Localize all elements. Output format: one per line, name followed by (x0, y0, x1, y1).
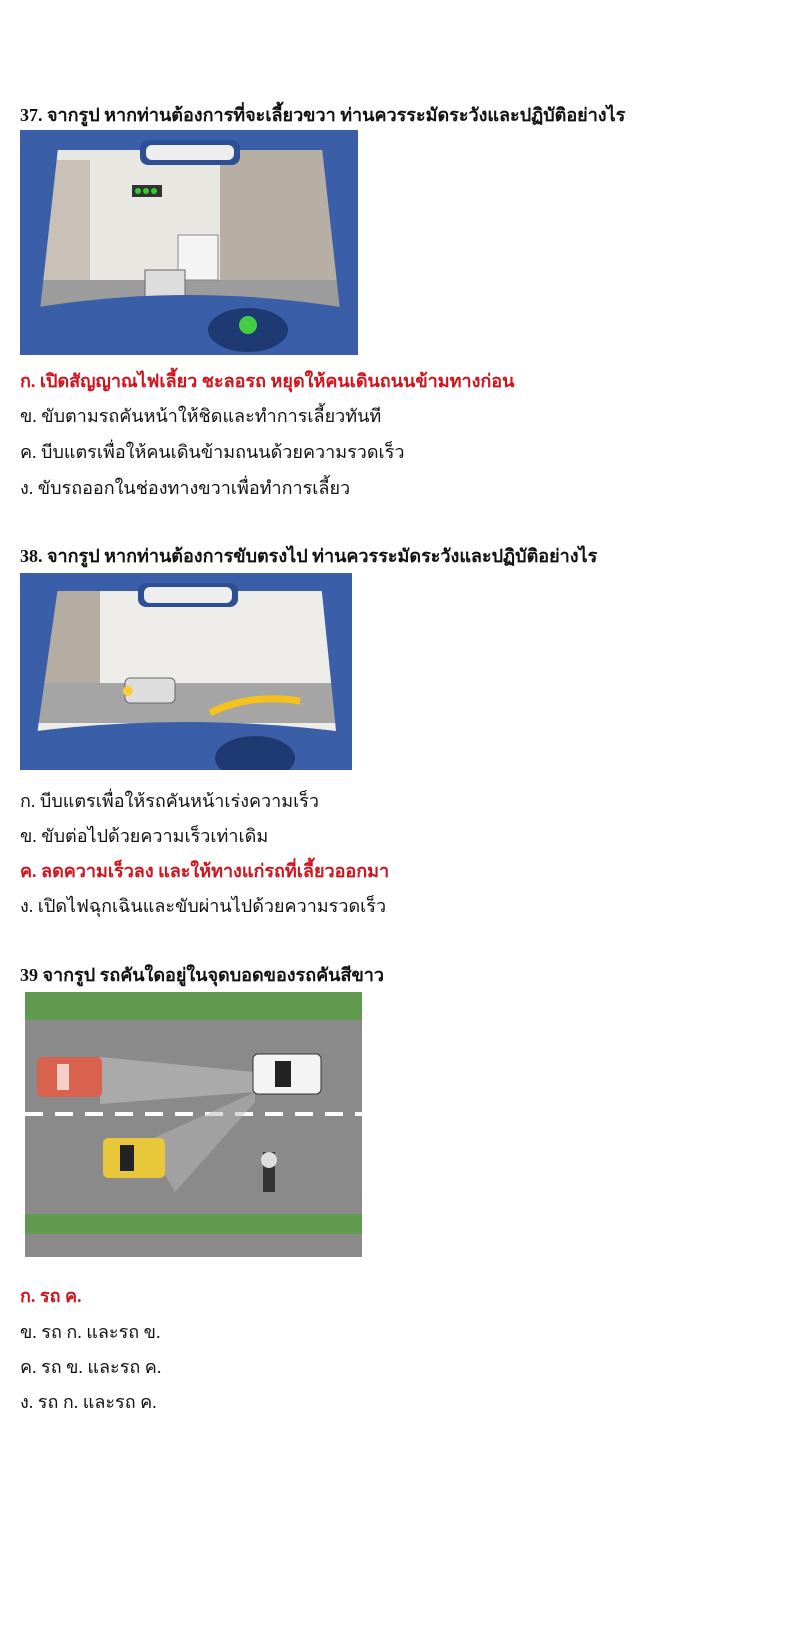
question-38-title: 38. จากรูป หากท่านต้องการขับตรงไป ท่านควรระมัดระวังและปฏิบัติอย่างไร (20, 546, 598, 566)
q39-option-c: ค. รถ ข. และรถ ค. (20, 1357, 162, 1377)
q38-option-b: ข. ขับต่อไปด้วยความเร็วเท่าเดิม (20, 826, 269, 846)
q37-option-d: ง. ขับรถออกในช่องทางขวาเพื่อทำการเลี้ยว (20, 478, 351, 498)
q38-option-d: ง. เปิดไฟฉุกเฉินและขับผ่านไปด้วยความรวดเร็ว (20, 896, 387, 916)
question-37-title: 37. จากรูป หากท่านต้องการที่จะเลี้ยวขวา ท่านควรระมัดระวังและปฏิบัติอย่างไร (20, 105, 626, 125)
question-37-image (20, 130, 358, 355)
q37-option-c: ค. บีบแตรเพื่อให้คนเดินข้ามถนนด้วยความรวดเร็ว (20, 442, 405, 462)
q39-option-d: ง. รถ ก. และรถ ค. (20, 1392, 157, 1412)
q39-option-a: ก. รถ ค. (20, 1286, 82, 1306)
q38-option-a: ก. บีบแตรเพื่อให้รถคันหน้าเร่งความเร็ว (20, 791, 320, 811)
question-39-image (25, 992, 362, 1257)
question-39-title: 39 จากรูป รถคันใดอยู่ในจุดบอดของรถคันสีขาว (20, 965, 384, 985)
question-38-image (20, 573, 352, 770)
q37-option-b: ข. ขับตามรถคันหน้าให้ชิดและทำการเลี้ยวทันที (20, 406, 382, 426)
q37-option-a: ก. เปิดสัญญาณไฟเลี้ยว ชะลอรถ หยุดให้คนเดินถนนข้ามทางก่อน (20, 371, 515, 391)
q38-option-c: ค. ลดความเร็วลง และให้ทางแก่รถที่เลี้ยวออกมา (20, 861, 390, 881)
q39-option-b: ข. รถ ก. และรถ ข. (20, 1322, 161, 1342)
